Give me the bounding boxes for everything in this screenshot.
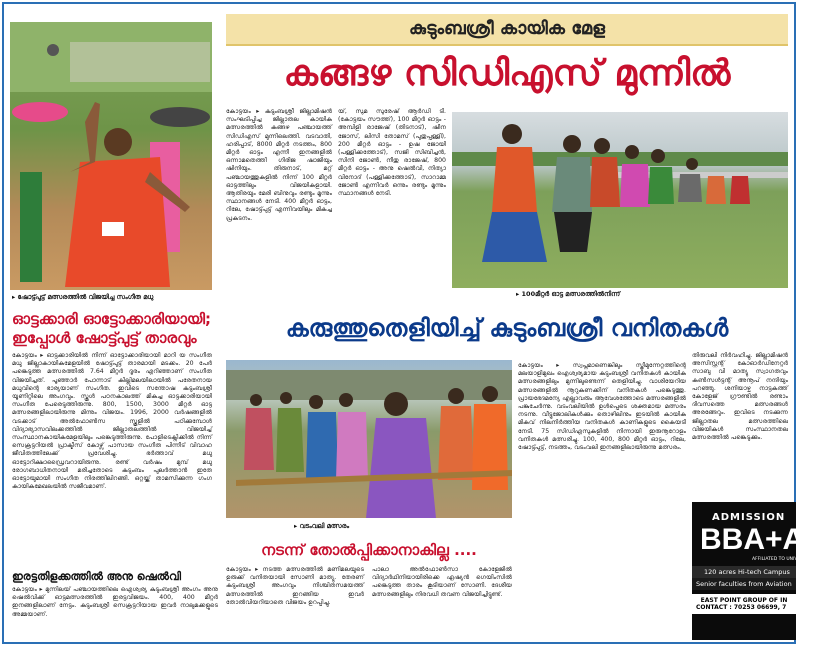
main-headline: കങ്ങഴ സിഡിഎസ് മുന്നിൽ — [283, 53, 731, 94]
admission-advertisement[interactable] — [692, 502, 822, 640]
left-story2-headline: ഇരട്ടതിളക്കത്തിൽ അനു ഷെൽവി — [12, 570, 181, 583]
left-headline: ഓട്ടക്കാരി ഓട്ടോക്കാരിയായി; ഇപ്പോൾ ഷോട്ട്പുട്ട് താരവും — [12, 310, 211, 347]
top-banner — [226, 14, 788, 46]
ad-program: BBA+AV — [700, 523, 822, 556]
runners-photo — [452, 112, 788, 288]
tug-of-war-illustration — [226, 360, 512, 518]
ad-admission-label: ADMISSION — [712, 512, 786, 523]
ad-faculty-bar — [692, 578, 796, 590]
ad-hitech: 120 acres Hi-tech Campus — [704, 568, 790, 576]
main-story-col2: യ്, സുമ സുരേഷ് ആർഡി ടി. (കോട്ടയം സൗത്ത്), 100 മീറ്റർ ഓട്ടം - അമ്പിളി രാജേഷ് (തിടനാട്), ഷീന ജോസ്, ലിസി തോമസ് (പുതുപ്പള്ളി), 200 മീറ്റർ ഓട്ടം - ഉഷ ജോയി (പള്ളിക്കത്തോട്), സജി സിബിച്ചൻ, സിനി ജോൺ, നീതു രാജേഷ്, 800 മീറ്റർ ഓട്ടം - അനു ഷെൽവി, നിത്യാ വിനോദ് (പള്ളിക്കത്തോട്), സാറാമ്മ ജോൺ എന്നിവർ ഒന്നും രണ്ടും മൂന്നും സ്ഥാനങ്ങൾ നേടി. — [338, 108, 446, 198]
mid-headline: കരുത്തുതെളിയിച്ച് കുടുംബശ്രീ വനിതകൾ — [285, 314, 729, 342]
runners-illustration — [452, 112, 788, 288]
ad-contact: CONTACT : 70253 06699, 7 — [696, 604, 787, 611]
mid-story-col1: കോട്ടയം ▸ സ്വപ്നമാണെങ്കിലും സ്ത്രീമുന്നേറ്റത്തിന്റെ മലയാളിമുഖം ഐശ്വര്യമായ കുടുംബശ്രീ വനിതകൾ കായിക മത്സരങ്ങളിലും മുന്നിലുണ്ടെന്ന് തെളിയിച്ചു. വാശിയേറിയ മത്സരങ്ങളിൽ നൂറുകണക്കിന് വനിതകൾ പങ്കെടുത്തു. പ്രായഭേദമന്യേ എല്ലാവരും ആവേശത്തോടെ മത്സരങ്ങളിൽ പങ്കുചേർന്നു. വടംവലിയിൽ ഉൾപ്പെടെ ശക്തമായ മത്സരം നടന്നു. വീട്ടുജോലികൾക്കും തൊഴിലിനും ഇടയിൽ കായിക മികവ് നിലനിർത്തിയ വനിതകൾ കാണികളുടെ കൈയടി നേടി. 75 സിഡിഎസുകളിൽ നിന്നായി ഇരുനൂറോളം വനിതകൾ മത്സരിച്ചു. 100, 400, 800 മീറ്റർ ഓട്ടം, റിലേ, ഷോട്ട്പുട്ട്, നടത്തം, വടംവലി ഇനങ്ങളിലായിരുന്നു മത്സരം. — [518, 362, 686, 452]
runners-photo-caption: ▸ 100മീറ്റർ ഓട്ട മത്സരത്തിൽനിന്ന് — [516, 290, 620, 298]
tug-of-war-caption: ▸ വടംവലി മത്സരം — [294, 522, 350, 530]
left-photo-caption: ▸ ഷോട്ട്പുട്ട് മത്സരത്തിൽ വിജയിച്ച സംഗീത മധു — [12, 293, 154, 301]
ad-affiliated: AFFILIATED TO UNIVERSITY — [752, 557, 814, 562]
ad-hitech-bar — [692, 566, 796, 578]
ad-footer — [692, 594, 796, 614]
left-story2: കോട്ടയം ▸ മുന്നിലയ് പഞ്ചായത്തിലെ ഐശ്വര്യ കുടുംബശ്രീ അംഗം അനു ഷെൽവിക്ക് ഓട്ടമത്സരത്തിൽ ഇരട്ടവിജയം. 400, 400 മീറ്റർ ഇനങ്ങളിലാണ് നേട്ടം. കുടുംബശ്രീ സെക്രട്ടറിയായ ഇവർ നാലുമക്കളുടെ അമ്മയാണ്. — [12, 586, 218, 618]
ad-college: EAST POINT GROUP OF IN — [700, 597, 788, 604]
ad-faculty: Senior faculties from Aviation — [696, 580, 792, 588]
left-story: കോട്ടയം ▸ ഓട്ടക്കാരിയിൽ നിന്ന് ഓട്ടോക്കാരിയായി മാറി യ സംഗീത മധു ജില്ലാകായികമേളയിൽ ഷോട്ട്പുട്ട് താരമായി മടക്കം. 20 പേർ പങ്കെടുത്ത മത്സരത്തിൽ 7.64 മീറ്റർ ദൂരം എറിഞ്ഞാണ് സംഗീത വിജയിച്ചത്. പൂഞ്ഞാർ പോന്നാട് കില്ലിമലയിലായിൽ പരേതനായ മധുവിന്റെ ഭാര്യയാണ് സംഗീത. ഇവിടെ സന്തോഷ കുടുംബശ്രീ യൂണിറ്റിലെ അംഗവും. സ്കൂൾ പഠനകാലത്ത് മികച്ച ഓട്ടക്കാരിയായി സംഗീത പേരെടുത്തിരുന്നു. 800, 1500, 3000 മീറ്റർ ഓട്ട മത്സരങ്ങളിലായിരുന്നു മിന്നും വിജയം. 1996, 2000 വർഷങ്ങളിൽ വടക്കാട് അൽഫോൺസ സ്കൂളിൽ പഠിക്കുമ്പോൾ വിദ്യാഭ്യാസവിലക്കത്തിൽ ജില്ലാതലത്തിൽ വിജയിച്ച് സംസ്ഥാനകായികമേളയിലും പങ്കെടുത്തിരുന്നു. പോളിടെക്നിക്കിൽ നിന്ന് സെക്രട്ടറിയൽ പ്രാക്ടീസ് കോഴ്സ് പാസായ സംഗീത പിന്നീട് വിവാഹ ജീവിതത്തിലേക്ക് പ്രവേശിച്ചു. ഭർത്താവ് മധു ഓട്ടോറിക്ഷാഡ്രൈവറായിരുന്നു. രണ്ട് വർഷം മുമ്പ് മധു രോഗബാധിതനായി മരിച്ചതോടെ കുടുംബം പുലർത്താൻ ഇതേ ഓട്ടോയുമായി സംഗീത നിരത്തിലിറങ്ങി. ഒറ്റയ്ക്ക് താമസിക്കുന്ന ഗംഗ കായികമേഖലയിൽ സജീവമാണ്. — [12, 352, 212, 491]
bottom-col1: കോട്ടയം ▸ നടത്ത മത്സരത്തിൽ മണിമലയുടെ ഉരുക്ക് വനിതയായി സോണി മാത്യു. തേരണ് കുടുംബശ്രീ അംഗവും നിശ്ചിതസമയത്ത് മത്സരത്തിൽ ഇറങ്ങിയ ഇവർ തോൽവിയറിയാതെ വിജയം ഉറപ്പിച്ചു. — [226, 566, 364, 606]
bottom-headline: നടന്ന് തോൽപ്പിക്കാനാകില്ല .... — [261, 541, 477, 559]
tug-of-war-photo — [226, 360, 512, 518]
mid-story-col2: തിരുവലി നിർവഹിച്ചു. ജില്ലാമിഷൻ അസിസ്റ്റന്റ് കോഓർഡിനേറ്റർ സാബു വി മാത്യു സ്വാഗതവും കൺസൾട്ടന്റ് അനൂപ് നന്ദിയും പറഞ്ഞു. ശനിയാഴ്ച നാട്ടകത്ത് കോളേജ് ഗ്രൗണ്ടിൽ രണ്ടാം ദിവസത്തെ മത്സരങ്ങൾ അരങ്ങേറും. ഇവിടെ നടക്കുന്ന ജില്ലാതല മത്സരത്തിലെ വിജയികൾ സംസ്ഥാനതല മത്സരത്തിൽ പങ്കെടുക്കും. — [692, 352, 788, 442]
main-story-col1: കോട്ടയം ▸ കുടുംബശ്രീ ജില്ലാമിഷൻ സംഘടിപ്പിച്ച ജില്ലാതല കായിക മത്സരത്തിൽ കങ്ങഴ പഞ്ചായത്ത് സിഡിഎസ് മുന്നിലെത്തി. വടവാതി, ഹരിപ്പാട്, 8000 മീറ്റർ നടത്തം, 800 മീറ്റർ ഓട്ടം എന്നീ ഇനങ്ങളിൽ ഒന്നാമതെത്തി ഗിരിജ ഷാജിയും ഷിനിയും. തിരുനാട്, മറ്റ് പഞ്ചായത്തുകളിൽ നിന്ന് 100 മീറ്റർ ഓട്ടത്തിലും വിജയികളായി. ആതിരയും മേരി ബിനുവും രണ്ടും മൂന്നും സ്ഥാനങ്ങൾ നേടി. 400 മീറ്റർ ഓട്ടം, റിലേ, ഷോട്ട്പുട്ട് എന്നിവയിലും മികച്ച പ്രകടനം. — [226, 108, 332, 222]
bottom-col2: പാലാ അൽഫോൺസാ കോളേജിൽ വിദ്യാർഥിനിയായിരിക്കെ ഏഷ്യൻ ഗെയിംസിൽ പങ്കെടുത്ത താരം കൂടിയാണ് സോണി. ദേശീയ മത്സരങ്ങളിലും നിരവധി തവണ വിജയിച്ചിട്ടുണ്ട്. — [372, 566, 512, 598]
shotput-athlete-illustration — [10, 22, 212, 290]
top-banner-title: കുടുംബശ്രീ കായിക മേള — [408, 18, 606, 39]
left-photo-shotput — [10, 22, 212, 290]
